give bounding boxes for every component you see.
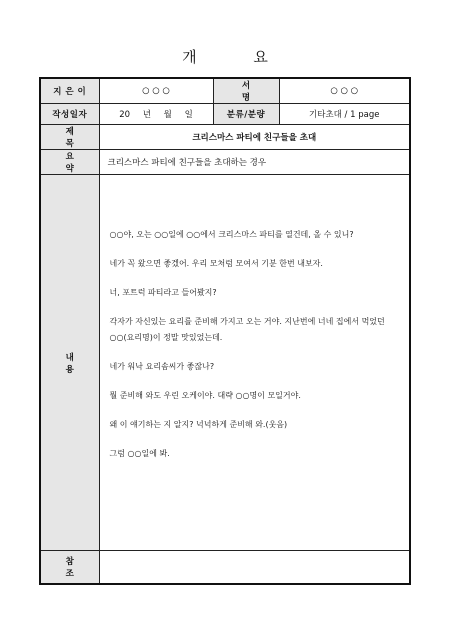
- subject-value: 크리스마스 파티에 친구들을 초대: [99, 125, 410, 150]
- content-label: 내 용: [40, 175, 99, 551]
- reference-value: [99, 551, 410, 584]
- summary-label: 요 약: [40, 150, 99, 175]
- author-label: 지 은 이: [40, 78, 99, 104]
- date-label: 작성일자: [40, 104, 99, 125]
- content-paragraph: 네가 꼭 왔으면 좋겠어. 우리 모처럼 모여서 기분 한번 내보자.: [109, 259, 323, 268]
- author-value: ○ ○ ○: [99, 78, 213, 104]
- date-value: 20 년 월 일: [99, 104, 213, 125]
- content-paragraph: 네가 워낙 요리솜씨가 좋잖나?: [109, 362, 215, 371]
- author-row: [40, 78, 410, 104]
- summary-value: 크리스마스 파티에 친구들을 초대하는 경우: [99, 150, 410, 175]
- reference-row: [40, 551, 410, 584]
- content-body: [99, 175, 410, 551]
- date-row: [40, 104, 410, 125]
- category-value: 기타초대 / 1 page: [279, 104, 410, 125]
- content-paragraph: 뭘 준비해 와도 우린 오케이야. 대략 ○○명이 모일거야.: [109, 391, 301, 400]
- speaker-label: 서 명: [213, 78, 279, 104]
- subject-row: [40, 125, 410, 150]
- document-title: 개 요: [182, 48, 294, 66]
- reference-label: 참 조: [40, 551, 99, 584]
- content-paragraph: 그럼 ○○일에 봐.: [109, 449, 170, 458]
- speaker-value: ○ ○ ○: [279, 78, 410, 104]
- content-paragraph: 너, 포트럭 파티라고 들어봤지?: [109, 288, 217, 297]
- content-row: [40, 175, 410, 551]
- category-label: 분류/분량: [213, 104, 279, 125]
- content-paragraph: ○○야, 오는 ○○일에 ○○에서 크리스마스 파티를 열건데, 올 수 있니?: [109, 230, 354, 239]
- document-form-table: [39, 77, 411, 585]
- content-paragraph: 각자가 자신있는 요리를 준비해 가지고 오는 거야. 지난번에 너네 집에서 먹었던 ○○(요리명)이 정말 맛있었는데.: [109, 317, 385, 342]
- subject-label: 제 목: [40, 125, 99, 150]
- content-paragraph: 왜 이 얘기하는 지 알지? 넉넉하게 준비해 와.(웃음): [109, 420, 288, 429]
- summary-row: [40, 150, 410, 175]
